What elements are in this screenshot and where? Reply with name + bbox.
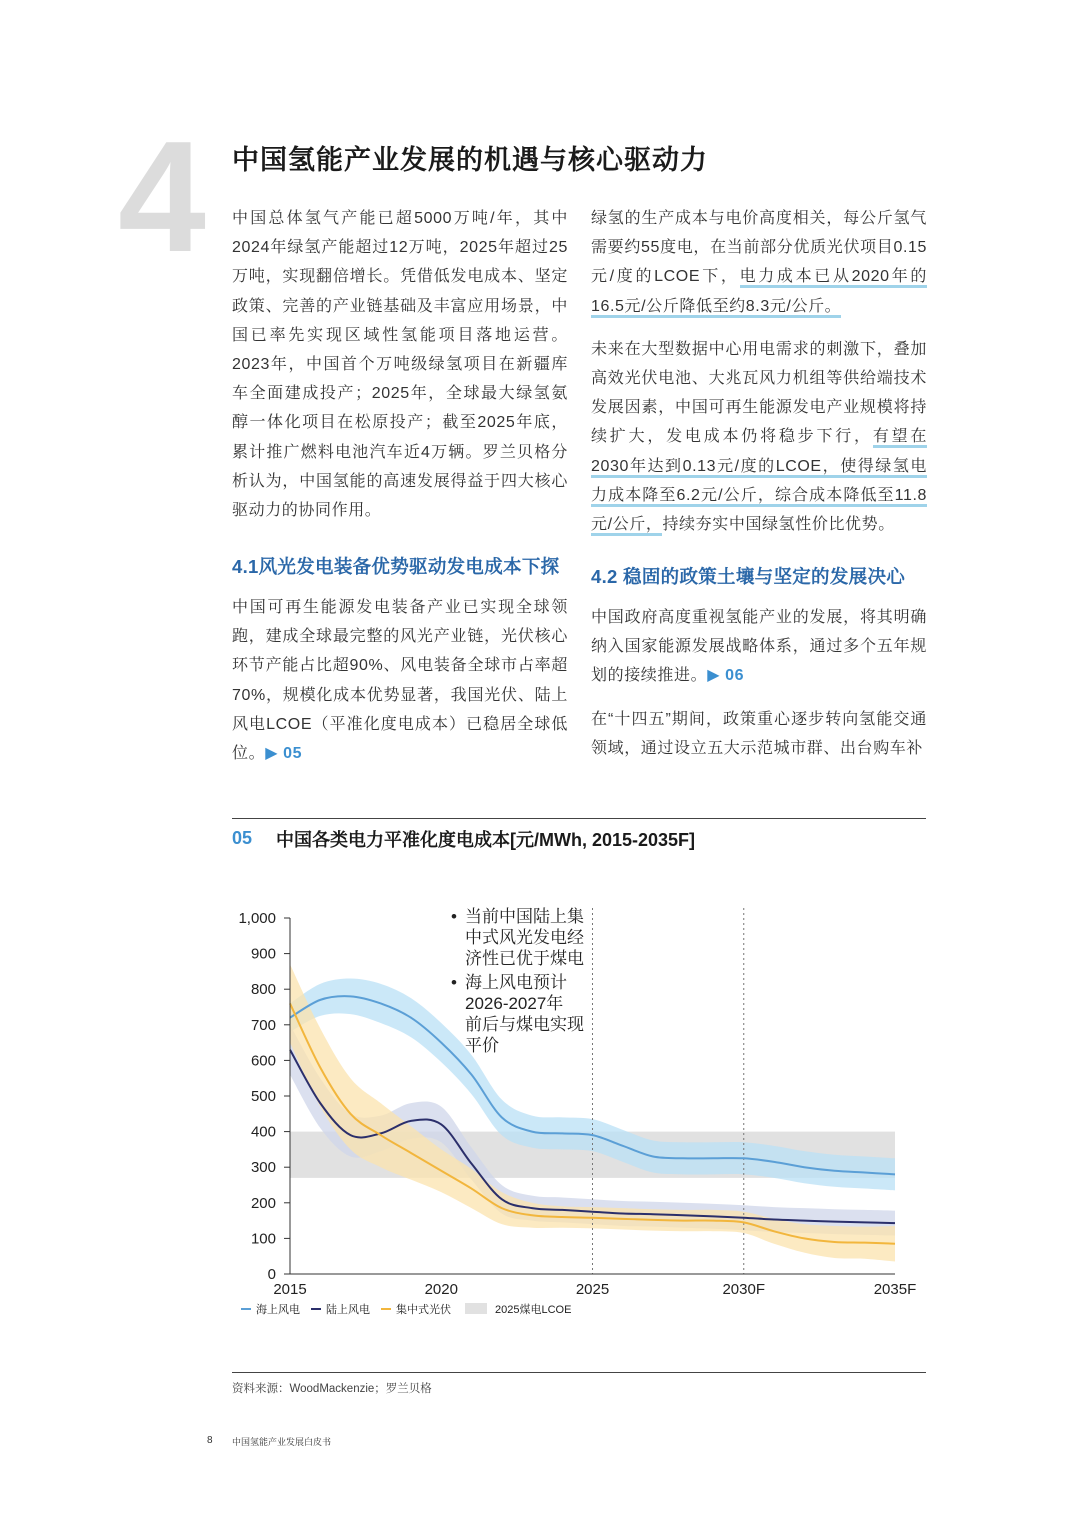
- right-p2-tail: 持续夯实中国绿氢性价比优势。: [662, 516, 895, 534]
- right-paragraph-2: [591, 335, 927, 539]
- right-p2-highlight: 有望在2030年达到0.13元/度的LCOE，使得绿氢电力成本降至6.2元/公斤，综合成本降低至11.8元/公斤，: [591, 428, 927, 536]
- annotation-offshore-line: 海上风电预计: [465, 973, 567, 992]
- figure-05-reference[interactable]: ▶ 05: [265, 745, 303, 763]
- left-column-intro: [232, 204, 568, 539]
- page-number: 8: [207, 1435, 213, 1446]
- x-tick-label: 2035F: [873, 1281, 917, 1298]
- x-tick-label: 2020: [424, 1281, 458, 1298]
- figure-number: 05: [232, 828, 253, 848]
- right-paragraph-1: [591, 204, 927, 321]
- figure-bottom-rule: [232, 1372, 926, 1373]
- x-tick-label: 2030F: [722, 1281, 766, 1298]
- right-column-cost: [591, 204, 927, 553]
- right-p1-text: 绿氢的生产成本与电价高度相关，每公斤氢气需要约55度电，在当前部分优质光伏项目0.15元/度的LCOE下，: [591, 210, 927, 286]
- subsection-4-2-p1: [591, 603, 927, 691]
- annotation-offshore-line: 2026-2027年: [465, 994, 564, 1013]
- y-tick-label: 700: [250, 1016, 276, 1034]
- figure-title: 中国各类电力平准化度电成本[元/MWh, 2015-2035F]: [276, 830, 696, 850]
- y-tick-label: 300: [250, 1159, 276, 1177]
- section-number: 4: [118, 109, 206, 285]
- annotation-onshore-line: 当前中国陆上集: [465, 907, 584, 926]
- figure-top-rule: [232, 818, 926, 819]
- y-tick-label: 0: [267, 1266, 276, 1283]
- annotation-onshore-line: 济性已优于煤电: [465, 949, 584, 968]
- right-p2-text: 未来在大型数据中心用电需求的刺激下，叠加高效光伏电池、大兆瓦风力机组等供给端技术发展因素，中国可再生能源发电产业规模将持续扩大，发电成本仍将稳步下行，: [591, 340, 927, 446]
- annotation-offshore-bullet: •: [451, 973, 457, 992]
- subsection-4-2-title: 4.2 稳固的政策土壤与坚定的发展决心: [591, 566, 906, 587]
- x-tick-label: 2025: [575, 1281, 610, 1298]
- subsection-4-2-p1-text: 中国政府高度重视氢能产业的发展，将其明确纳入国家能源发展战略体系，通过多个五年规划的接续推进。: [591, 609, 927, 685]
- y-tick-label: 400: [250, 1123, 276, 1141]
- subsection-4-2: [591, 563, 927, 777]
- y-tick-label: 500: [250, 1088, 276, 1105]
- y-tick-label: 200: [250, 1194, 276, 1212]
- subsection-4-1: [232, 553, 568, 782]
- annotation-offshore-line: 前后与煤电实现: [465, 1015, 584, 1034]
- intro-paragraph: 中国总体氢气产能已超5000万吨/年，其中2024年绿氢产能超过12万吨，2025年超过25万吨，实现翻倍增长。凭借低发电成本、坚定政策、完善的产业链基础及丰富应用场景，中国已率先实现区域性氢能项目落地运营。2023年，中国首个万吨级绿氢项目在新疆库车全面建成投产；2025年，全球最大绿氢氨醇一体化项目在松原投产；截至2025年底，累计推广燃料电池汽车近4万辆。罗兰贝格分析认为，中国氢能的高速发展得益于四大核心驱动力的协同作用。: [232, 210, 568, 520]
- y-tick-label: 100: [250, 1230, 276, 1248]
- legend-label-coal: 2025煤电LCOE: [495, 1304, 572, 1316]
- section-title: 中国氢能产业发展的机遇与核心驱动力: [232, 145, 708, 175]
- legend-label-1: 陆上风电: [326, 1304, 370, 1316]
- footer-title: 中国氢能产业发展白皮书: [232, 1437, 332, 1447]
- annotation-onshore-bullet: •: [451, 907, 457, 926]
- right-p1-highlight: 电力成本已从2020年的16.5元/公斤降低至约8.3元/公斤。: [591, 268, 927, 317]
- y-tick-label: 1,000: [238, 910, 276, 927]
- x-tick-label: 2015: [273, 1281, 307, 1298]
- legend-swatch-coal: [465, 1303, 487, 1314]
- y-tick-label: 900: [250, 945, 276, 963]
- subsection-4-1-title: 4.1风光发电装备优势驱动发电成本下探: [232, 556, 560, 577]
- legend-label-2: 集中式光伏: [396, 1304, 451, 1316]
- y-tick-label: 600: [250, 1052, 276, 1070]
- legend-label-0: 海上风电: [256, 1304, 300, 1316]
- y-tick-label: 800: [250, 981, 276, 999]
- subsection-4-1-body: 中国可再生能源发电装备产业已实现全球领跑，建成全球最完整的风光产业链，光伏核心环节产能占比超90%、风电装备全球市占率超70%，规模化成本优势显著，我国光伏、陆上风电LCOE（平准化度电成本）已稳居全球低位。: [232, 599, 568, 763]
- lcoe-chart: [225, 895, 930, 1335]
- figure-source: 资料来源：WoodMackenzie；罗兰贝格: [232, 1383, 432, 1395]
- subsection-4-1-text: [232, 593, 568, 768]
- annotation-offshore-line: 平价: [465, 1036, 499, 1055]
- subsection-4-2-p2: 在“十四五”期间，政策重心逐步转向氢能交通领域，通过设立五大示范城市群、出台购车补: [591, 710, 927, 757]
- annotation-onshore-line: 中式风光发电经: [465, 928, 584, 947]
- figure-06-reference[interactable]: ▶ 06: [707, 667, 745, 685]
